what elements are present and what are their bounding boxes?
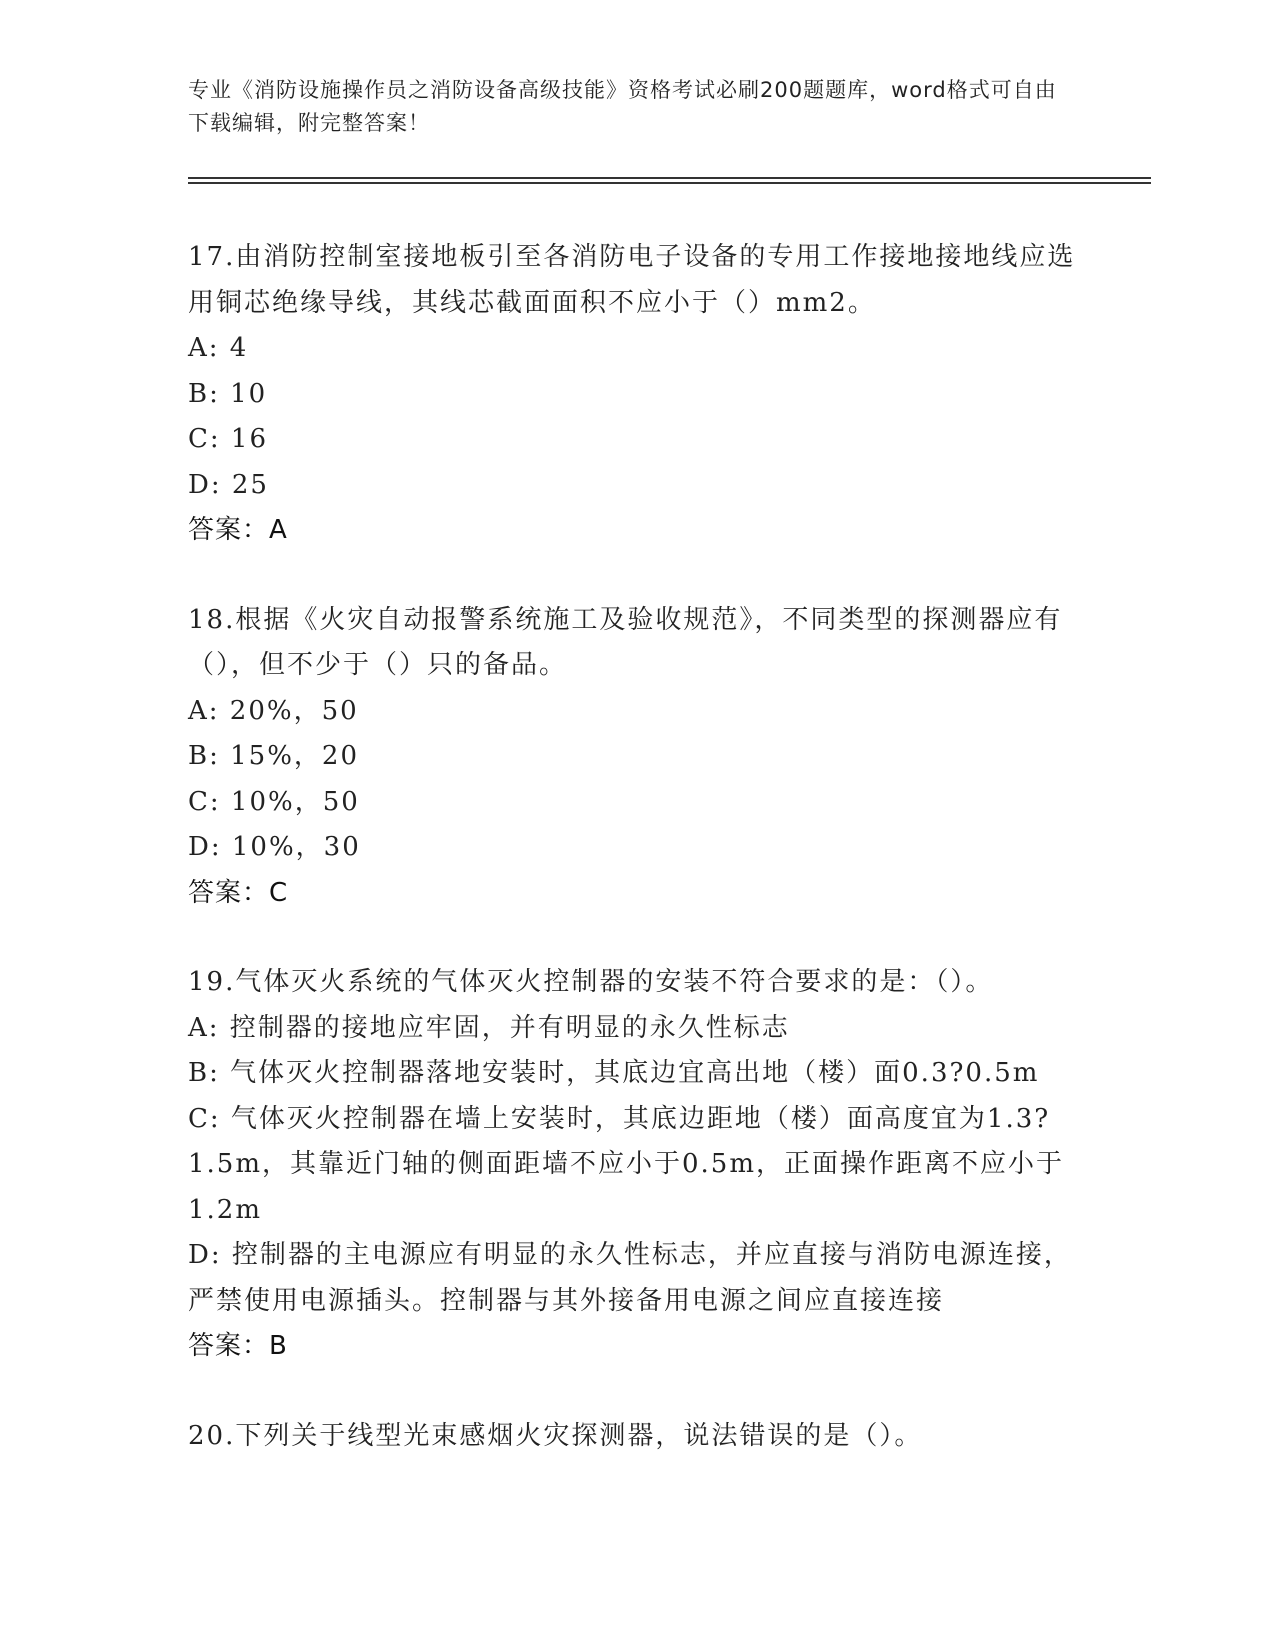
option-d: D: 控制器的主电源应有明显的永久性标志，并应直接与消防电源连接，严禁使用电源插头。控制器与其外接备用电源之间应直接连接	[188, 1240, 1072, 1316]
header-divider-bottom	[188, 182, 1151, 184]
option-d: D: 10%，30	[188, 832, 361, 862]
option-c: C: 10%，50	[188, 786, 360, 817]
question-17	[188, 235, 1088, 554]
question-19	[188, 960, 1088, 1370]
question-text: 17.由消防控制室接地板引至各消防电子设备的专用工作接地接地线应选用铜芯绝缘导线，其线芯截面面积不应小于（）mm2。	[188, 242, 1076, 318]
header-divider-top	[188, 177, 1151, 179]
option-b: B: 气体灭火控制器落地安装时，其底边宜高出地（楼）面0.3?0.5m	[188, 1058, 1040, 1088]
option-a: A: 控制器的接地应牢固，并有明显的永久性标志	[188, 1012, 790, 1043]
question-text: 20.下列关于线型光束感烟火灾探测器，说法错误的是（）。	[188, 1420, 923, 1451]
answer-label: 答案：A	[188, 515, 288, 545]
option-b: B: 15%，20	[188, 741, 360, 771]
question-20	[188, 1414, 1088, 1460]
option-c: C: 16	[188, 424, 269, 454]
option-a: A: 4	[188, 333, 249, 363]
document-header: 专业《消防设施操作员之消防设备高级技能》资格考试必刷200题题库，word格式可自由下载编辑，附完整答案！	[188, 78, 1057, 135]
answer-label: 答案：B	[188, 1331, 288, 1361]
option-d: D: 25	[188, 469, 269, 500]
question-18	[188, 598, 1088, 917]
option-c: C: 气体灭火控制器在墙上安装时，其底边距地（楼）面高度宜为1.3?1.5m，其靠近门轴的侧面距墙不应小于0.5m，正面操作距离不应小于1.2m	[188, 1103, 1065, 1225]
question-list	[188, 235, 1088, 1503]
question-text: 18.根据《火灾自动报警系统施工及验收规范》，不同类型的探测器应有（），但不少于（）只的备品。	[188, 604, 1063, 680]
option-a: A: 20%，50	[188, 695, 359, 726]
question-text: 19.气体灭火系统的气体灭火控制器的安装不符合要求的是：（）。	[188, 967, 994, 997]
answer-label: 答案：C	[188, 877, 289, 908]
option-b: B: 10	[188, 378, 268, 409]
